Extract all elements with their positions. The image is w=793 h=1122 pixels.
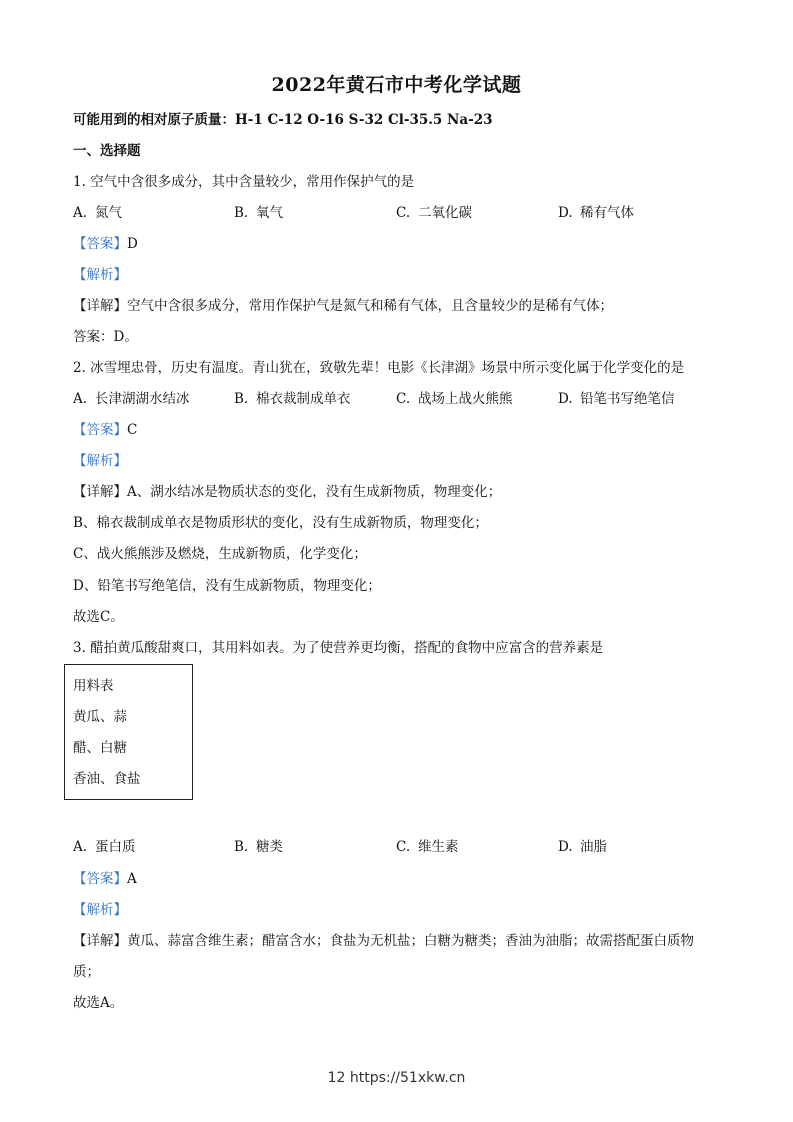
detail-line: 故选A。 (73, 995, 124, 1011)
table-row: 黄瓜、蒜 (73, 709, 127, 725)
detail-label: 【详解】 (73, 484, 127, 500)
option-d: D. 铅笔书写绝笔信 (558, 391, 675, 407)
option-b: B. 氧气 (234, 205, 283, 221)
option-d: D. 稀有气体 (558, 205, 634, 221)
question-3-options (73, 837, 733, 857)
option-c: C. 维生素 (396, 839, 459, 855)
option-d: D. 油脂 (558, 839, 607, 855)
answer-line (73, 420, 137, 440)
table-row: 香油、食盐 (73, 771, 141, 787)
question-2-stem: 2. 冰雪埋忠骨，历史有温度。青山犹在，致敬先辈！电影《长津湖》场景中所示变化属于化学变化的是 (73, 360, 685, 376)
answer-value: C (127, 422, 138, 438)
option-b: B. 糖类 (234, 839, 283, 855)
option-a: A. 长津湖湖水结冰 (73, 391, 190, 407)
answer-label: 【答案】 (73, 422, 127, 438)
table-row: 醋、白糖 (73, 740, 127, 756)
question-1-stem: 1. 空气中含很多成分，其中含量较少，常用作保护气的是 (73, 174, 415, 190)
answer-value: A (127, 871, 137, 887)
answer-line (73, 234, 138, 254)
question-3-stem: 3. 醋拍黄瓜酸甜爽口，其用料如表。为了使营养更均衡，搭配的食物中应富含的营养素是 (73, 640, 604, 656)
table-row: 用料表 (73, 678, 114, 694)
detail-line: 故选C。 (73, 609, 124, 625)
answer-line (73, 869, 137, 889)
option-b: B. 棉衣裁制成单衣 (234, 391, 351, 407)
question-1-options (73, 203, 733, 223)
option-c: C. 二氧化碳 (396, 205, 472, 221)
page-title: 2022年黄石市中考化学试题 (271, 74, 522, 96)
detail-line: 【详解】A、湖水结冰是物质状态的变化，没有生成新物质，物理变化； (73, 484, 502, 500)
detail-line: C、战火熊熊涉及燃烧，生成新物质，化学变化； (73, 546, 367, 562)
detail-line: D、铅笔书写绝笔信，没有生成新物质，物理变化； (73, 578, 381, 594)
option-a: A. 氮气 (73, 205, 122, 221)
page-footer: 12 https://51xkw.cn (327, 1070, 466, 1086)
question-2-options (73, 389, 733, 409)
option-a: A. 蛋白质 (73, 839, 136, 855)
detail-line: 质； (73, 964, 100, 980)
analysis-label: 【解析】 (73, 453, 127, 469)
atomic-mass-line: 可能用到的相对原子质量：H-1 C-12 O-16 S-32 Cl-35.5 Na-23 (73, 112, 493, 128)
analysis-label: 【解析】 (73, 267, 127, 283)
analysis-label: 【解析】 (73, 902, 127, 918)
answer-value: D (127, 236, 138, 252)
detail-line: 答案：D。 (73, 329, 138, 345)
option-c: C. 战场上战火熊熊 (396, 391, 513, 407)
answer-label: 【答案】 (73, 871, 127, 887)
detail-line: 【详解】黄瓜、蒜富含维生素；醋富含水；食盐为无机盐；白糖为糖类；香油为油脂；故需搭配蛋白质物 (73, 933, 694, 949)
detail-label: 【详解】 (73, 298, 127, 314)
detail-line: 【详解】空气中含很多成分，常用作保护气是氮气和稀有气体，且含量较少的是稀有气体； (73, 298, 613, 314)
detail-label: 【详解】 (73, 933, 127, 949)
ingredient-table (64, 664, 193, 800)
answer-label: 【答案】 (73, 236, 127, 252)
section-heading: 一、选择题 (73, 143, 141, 159)
detail-line: B、棉衣裁制成单衣是物质形状的变化，没有生成新物质，物理变化； (73, 515, 488, 531)
